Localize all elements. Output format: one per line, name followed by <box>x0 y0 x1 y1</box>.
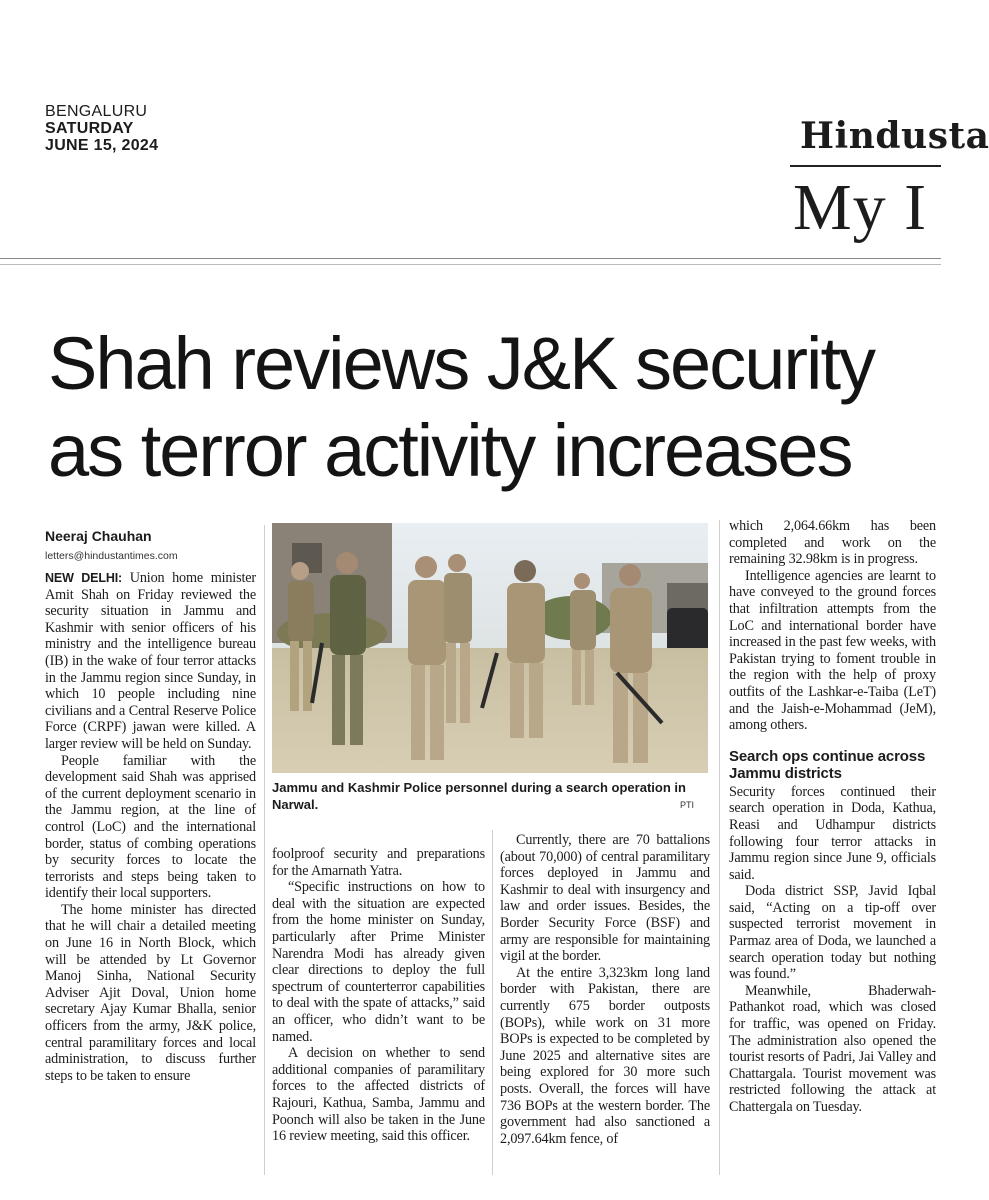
article-subhead: Search ops continue across Jammu districts <box>729 747 926 782</box>
masthead-logo: Hindusta <box>800 115 989 157</box>
headline-line-2: as terror activity increases <box>48 409 852 492</box>
article-column-3 <box>500 832 710 1147</box>
headline-line-1: Shah reviews J&K security <box>48 322 875 405</box>
article-paragraph: Doda district SSP, Javid Iqbal said, “Acting on a tip-off over suspected terrorist movement in Parmaz area of Doda, we launched a search operation today but nothing was found.” <box>729 883 936 983</box>
article-paragraph: Meanwhile, Bhaderwah-Pathankot road, which was closed for traffic, was opened on Friday. The administration also opened the tourist resorts of Padri, Jai Valley and Chattargala. Tourist movement was restricted following the attack at Chattergala on Tuesday. <box>729 982 936 1115</box>
article-paragraph: Currently, there are 70 battalions (about 70,000) of central paramilitary forces deployed in Jammu and Kashmir to deal with insurgency and law and order issues. Besides, the Border Security Force (BSF) and army are responsible for maintaining vigil at the border. <box>500 832 710 965</box>
dateline-city: BENGALURU <box>45 103 148 120</box>
headline <box>48 320 938 494</box>
article-lead-place: NEW DELHI: <box>45 571 123 585</box>
byline-email[interactable]: letters@hindustantimes.com <box>45 550 178 562</box>
article-column-2 <box>272 846 485 1145</box>
article-paragraph: NEW DELHI: Union home minister Amit Shah on Friday reviewed the security situation in Jammu and Kashmir with senior officers of his ministry and the intelligence bureau (IB) in the wake of four terror attacks in the Jammu region since Sunday, in which 10 people including nine civilians and a Central Reserve Police Force (CRPF) jawan were killed. A larger review will be held on Sunday. <box>45 570 256 752</box>
column-rule <box>719 520 720 1175</box>
masthead-rule <box>790 165 941 167</box>
police-search-operation-image <box>272 523 708 773</box>
dateline <box>45 103 158 154</box>
photo-caption: Jammu and Kashmir Police personnel during a search operation in Narwal. <box>272 780 686 812</box>
header-divider <box>0 258 941 259</box>
column-rule <box>492 830 493 1175</box>
article-paragraph: Intelligence agencies are learnt to have conveyed to the ground forces that infiltration attempts from the LoC and international border have increased in the past few weeks, with Pakistan trying to foment trouble in the region with the help of proxy outfits of the Lashkar-e-Taiba (LeT) and the Jaish-e-Mohammad (JeM), among others. <box>729 567 936 734</box>
article-paragraph: “Specific instructions on how to deal with the situation are expected from the home minister on Sunday, particularly after Prime Minister Narendra Modi has already given clear directions to deploy the full spectrum of counterterror capabilities to deal with the spate of attacks,” said an officer, who didn’t want to be named. <box>272 879 485 1045</box>
article-paragraph: foolproof security and preparations for the Amarnath Yatra. <box>272 846 485 879</box>
article-paragraph: The home minister has directed that he will chair a detailed meeting on June 16 in North Block, which will be attended by Lt Governor Manoj Sinha, National Security Adviser Ajit Doval, Union home secretary Ajay Kumar Bhalla, senior officers from the army, J&K police, central paramilitary forces and local administration, to discuss further steps to be taken to ensure <box>45 901 256 1084</box>
article-column-4 <box>729 518 936 1116</box>
article-paragraph: People familiar with the development said Shah was apprised of the current deployment scenario in the Jammu region, at the line of control (LoC) and the international border, status of combing operations by security forces to locate the terrorists and steps being taken to identify their local supporters. <box>45 752 256 902</box>
article-paragraph: At the entire 3,323km long land border with Pakistan, there are currently 675 border outposts (BOPs), while work on 31 more BOPs is expected to be completed by June 2025 and alternative sites are being explored for 30 more such posts. Overall, the forces will have 736 BOPs at the western border. The government had also sanctioned a 2,097.64km fence, of <box>500 964 710 1147</box>
article-paragraph: A decision on whether to send additional companies of paramilitary forces to the affected districts of Rajouri, Kathua, Samba, Jammu and Poonch will also be taken in the June 16 review meeting, said this officer. <box>272 1045 485 1145</box>
photo-credit: PTI <box>680 800 695 810</box>
news-photo <box>272 523 708 773</box>
section-title: My I <box>793 171 928 244</box>
article-paragraph: Security forces continued their search operation in Doda, Kathua, Reasi and Udhampur districts following four terror attacks in Jammu region since June 9, officials said. <box>729 783 936 883</box>
header-divider-thin <box>0 264 941 265</box>
article-paragraph: which 2,064.66km has been completed and work on the remaining 32.98km is in progress. <box>729 518 936 568</box>
dateline-day: SATURDAY <box>45 120 134 137</box>
article-column-1 <box>45 570 256 1084</box>
column-rule <box>264 525 265 1175</box>
byline-author: Neeraj Chauhan <box>45 528 152 544</box>
dateline-date: JUNE 15, 2024 <box>45 137 159 154</box>
